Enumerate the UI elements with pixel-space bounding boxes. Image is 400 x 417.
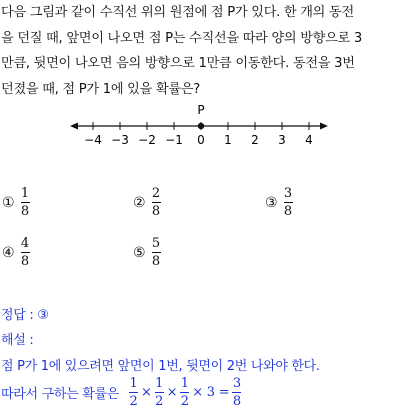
choice-mark: ④ (2, 244, 15, 261)
tick-label: −4 (84, 133, 102, 147)
choice-3[interactable] (265, 186, 293, 219)
tick-label: −3 (111, 133, 129, 147)
numerator: 3 (232, 376, 241, 391)
explanation-line: 점 P가 1에 있으려면 앞면이 1번, 뒷면이 2번 나와야 한다. (1, 359, 320, 374)
tick-label: 2 (251, 133, 259, 147)
denominator: 8 (151, 204, 161, 219)
explanation-prefix: 따라서 구하는 확률은 (1, 387, 119, 402)
numerator: 5 (151, 236, 161, 251)
question-text (1, 0, 399, 102)
choice-mark: ⑤ (133, 244, 146, 261)
number-line (70, 102, 330, 148)
result-fraction (232, 376, 241, 409)
fraction-bar (284, 202, 293, 203)
fraction-bar (21, 252, 30, 253)
numerator: 1 (20, 186, 30, 201)
answer-line: 정답 : ③ (1, 308, 49, 323)
question-line: 만큼, 뒷면이 나오면 음의 방향으로 1만큼 이동한다. 동전을 3번 (1, 56, 355, 72)
tick-label: −1 (165, 133, 183, 147)
fraction-bar (155, 392, 164, 393)
denominator: 8 (232, 394, 241, 409)
tick-label: 0 (197, 133, 205, 147)
choice-5[interactable] (133, 236, 161, 269)
choice-fraction (152, 236, 161, 269)
denominator: 8 (20, 254, 30, 269)
denominator: 2 (180, 394, 189, 409)
probability-equation (1, 376, 241, 409)
choice-mark: ② (133, 194, 146, 211)
point-p-label: P (197, 103, 205, 117)
tick-label: 3 (278, 133, 286, 147)
fraction-bar (152, 252, 161, 253)
left-arrow-icon (70, 123, 78, 130)
choice-mark: ③ (265, 194, 278, 211)
fraction-half (129, 376, 138, 409)
numerator: 3 (283, 186, 293, 201)
question-line: 다음 그림과 같이 수직선 위의 원점에 점 P가 있다. 한 개의 동전 (1, 5, 354, 20)
numerator: 2 (151, 186, 161, 201)
explanation-label: 해설 : (1, 333, 34, 348)
denominator: 8 (151, 254, 161, 269)
denominator: 8 (283, 204, 293, 219)
numerator: 1 (180, 376, 189, 391)
times-sign: × (141, 385, 152, 400)
times-sign: × (166, 385, 178, 400)
numerator: 4 (20, 236, 30, 251)
tick-label: −2 (138, 133, 156, 147)
tick-label: 4 (305, 133, 313, 147)
choice-fraction (152, 186, 161, 219)
fraction-half (180, 376, 189, 409)
numerator: 1 (129, 376, 138, 391)
denominator: 8 (20, 204, 30, 219)
equals-sign: = (218, 385, 230, 400)
point-p-dot (198, 123, 204, 129)
choice-4[interactable] (2, 236, 30, 269)
denominator: 2 (155, 394, 164, 409)
question-line: 을 던질 때, 앞면이 나오면 점 P는 수직선을 따라 양의 방향으로 3 (1, 30, 362, 46)
choice-fraction (21, 186, 30, 219)
fraction-bar (129, 392, 138, 393)
denominator: 2 (129, 394, 138, 409)
question-line: 던졌을 때, 점 P가 1에 있을 확률은? (1, 81, 200, 97)
choice-fraction (21, 236, 30, 269)
numerator: 1 (155, 376, 164, 391)
choice-mark: ① (2, 194, 15, 211)
fraction-bar (180, 392, 189, 393)
choice-fraction (284, 186, 293, 219)
times-sign: × (192, 385, 203, 400)
fraction-bar (152, 202, 161, 203)
choice-1[interactable] (2, 186, 30, 219)
right-arrow-icon (320, 123, 328, 130)
fraction-bar (21, 202, 30, 203)
fraction-half (155, 376, 164, 409)
fraction-bar (232, 392, 241, 393)
choice-2[interactable] (133, 186, 161, 219)
tick-label: 1 (224, 133, 232, 147)
multiplier: 3 (206, 385, 215, 400)
